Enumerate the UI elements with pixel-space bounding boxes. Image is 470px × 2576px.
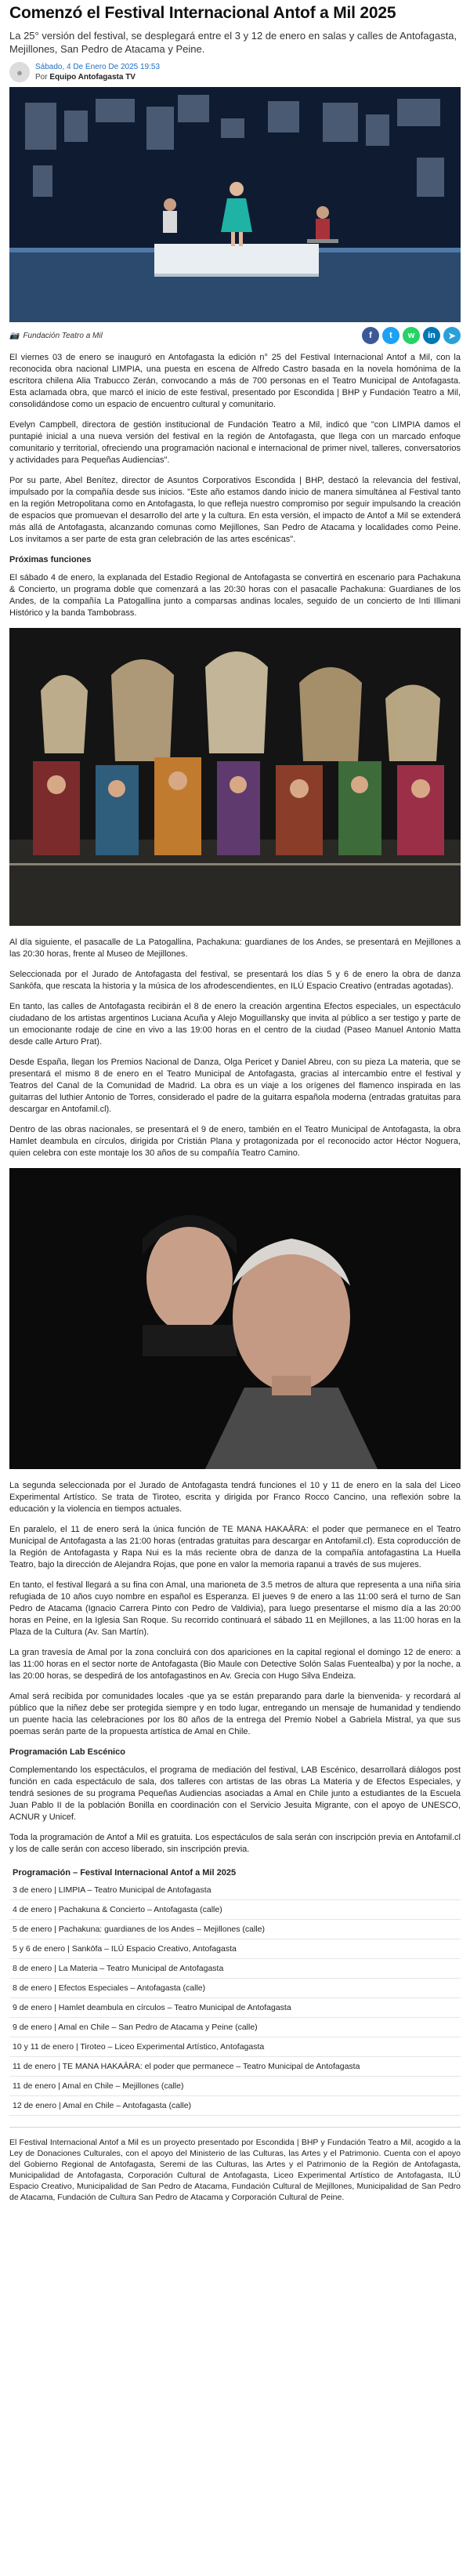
programming-row: 5 y 6 de enero | Sankōfa – ILÚ Espacio Creativo, Antofagasta bbox=[9, 1939, 461, 1959]
heading-proximas-text: Próximas funciones bbox=[9, 555, 92, 564]
divider bbox=[9, 2127, 461, 2128]
paragraph-11: En paralelo, el 11 de enero será la única función de TE MANA HAKAĀRA: el poder que permanece en el Teatro Municipal de Antofagasta a las 21:00 horas (entradas gratuitas para descargar en Antofamil.cl). Esta coproducción de la Región de Antofagasta y Rapa Nui es la más reciente obra de danza de la compañía antofagastina La Huella Teatro, bajo la dirección de Alejandra Rojas, que pone en valor la memoria rapanui a través de sus mujeres. bbox=[9, 1525, 461, 1569]
paragraph-7: En tanto, las calles de Antofagasta recibirán el 8 de enero la creación argentina Efectos especiales, un espectáculo ciudadano de los artistas argentinos Luciana Acuña y Alejo Moguillansky que invita al público a ser testigo y parte de un emocionante rodaje de cine en vivo a las 19:00 horas en el centro de la ciudad (Paseo Manuel Antonio Matta desde calle Arturo Prat). bbox=[9, 1002, 461, 1047]
paragraph-12: En tanto, el festival llegará a su fina con Amal, una marioneta de 3.5 metros de altura que representa a una niña siria refugiada de 10 años cuyo nombre en español es Esperanza. El jueves 9 de enero a las 11:00 será el turno de San Pedro de Atacama (Ignacio Carrera Pinto con Pedro de Valdivia), para luego presentarse el mismo día a las 20:00 horas en Peine, en la Iglesia San Roque. Su recorrido continuará el sábado 11 en Mejillones, a las 11:00 horas en la Plaza de la Cultura (Av. San Martín). bbox=[9, 1580, 461, 1637]
heading-lab-escenico bbox=[9, 1747, 461, 1758]
heading-lab-text: Programación Lab Escénico bbox=[9, 1747, 125, 1757]
paragraph-15: Complementando los espectáculos, el programa de mediación del festival, LAB Escénico, desarrollará diálogos post función en cada espectáculo de sala, dos talleres con artistas de las obras La Materia y de Efectos Especiales, y tendrá sesiones de su programa Pequeñas Audiencias asociadas a Amal en Chile junto a estudiantes de la Escuela Juan Pablo II de la población Bonilla en coordinación con el Servicio Jesuita Migrante, con el apoyo de UNESCO, ACNUR y Unicef. bbox=[9, 1765, 461, 1822]
byline bbox=[9, 62, 461, 82]
programming-row: 8 de enero | La Materia – Teatro Municipal de Antofagasta bbox=[9, 1959, 461, 1979]
page-title: Comenzó el Festival Internacional Antof a Mil 2025 bbox=[9, 4, 396, 22]
caption-text: Fundación Teatro a Mil bbox=[23, 331, 103, 340]
author-prefix: Por bbox=[35, 73, 48, 82]
whatsapp-icon[interactable]: w bbox=[403, 327, 420, 344]
programming-row: 9 de enero | Amal en Chile – San Pedro de Atacama y Peine (calle) bbox=[9, 2018, 461, 2037]
footer-paragraph: El Festival Internacional Antof a Mil es un proyecto presentado por Escondida | BHP y Fundación Teatro a Mil, acogido a la Ley de Donaciones Culturales, con el apoyo del Ministerio de las Culturas, las Artes y el Patrimonio. Cuenta con el apoyo del Gobierno Regional de Antofagasta, Seremi de las Culturas, las Artes y el Patrimonio de la Región de Antofagasta, Municipalidad de Antofagasta, Corporación Cultural de Antofagasta, Liceo Experimental Artístico de Antofagasta, ILÚ Espacio Creativo, Municipalidad de San Pedro de Atacama, Fundación Cultural de Mejillones, Municipalidad de San Pedro de Atacama, Fundación de Cultura San Pedro de Atacama y Corporación Cultural de Peine. bbox=[9, 2138, 461, 2202]
telegram-icon[interactable]: ➤ bbox=[443, 327, 461, 344]
article bbox=[9, 0, 461, 2221]
heading-proximas-funciones bbox=[9, 554, 461, 566]
paragraph-13: La gran travesía de Amal por la zona concluirá con dos apariciones en la capital regional el domingo 12 de enero: a las 11:00 horas en el sector norte de Antofagasta (Bio Maule con Detective Solón Salas Fuentealba) y por la noche, a las 20:00 horas, se despedirá de los antofagastinos en Av. Grecia con Hugo Silva Endeiza. bbox=[9, 1648, 461, 1681]
user-icon: ● bbox=[9, 62, 30, 82]
camera-icon: 📷 bbox=[9, 331, 20, 340]
programming-title: Programación – Festival Internacional Antof a Mil 2025 bbox=[13, 1868, 237, 1878]
photo-limpia-stage bbox=[9, 87, 461, 322]
programming-row: 8 de enero | Efectos Especiales – Antofagasta (calle) bbox=[9, 1979, 461, 1998]
programming-row: 3 de enero | LIMPIA – Teatro Municipal de Antofagasta bbox=[9, 1881, 461, 1900]
programming-row: 12 de enero | Amal en Chile – Antofagasta (calle) bbox=[9, 2096, 461, 2116]
paragraph-5: Al día siguiente, el pasacalle de La Patogallina, Pachakuna: guardianes de los Andes, se presentará en Mejillones a las 20:30 horas, frente al Museo de Mejillones. bbox=[9, 938, 461, 959]
linkedin-icon[interactable]: in bbox=[423, 327, 440, 344]
programming-row: 10 y 11 de enero | Tiroteo – Liceo Experimental Artístico, Antofagasta bbox=[9, 2037, 461, 2057]
article-author-line bbox=[35, 72, 160, 82]
programming-list bbox=[9, 1881, 461, 2116]
facebook-icon[interactable]: f bbox=[362, 327, 379, 344]
twitter-icon[interactable]: t bbox=[382, 327, 400, 344]
photo-pasacalle bbox=[9, 628, 461, 926]
share-bar bbox=[362, 327, 461, 344]
paragraph-9: Dentro de las obras nacionales, se presentará el 9 de enero, también en el Teatro Municipal de Antofagasta, la obra Hamlet deambula en círculos, dirigida por Cristián Plana y protagonizada por el reconocido actor Héctor Noguera, quien celebra con este montaje los 30 años de su compañía Teatro Camino. bbox=[9, 1125, 461, 1158]
paragraph-1: El viernes 03 de enero se inauguró en Antofagasta la edición n° 25 del Festival Internacional Antof a Mil, con la reconocida obra nacional LIMPIA, una puesta en escena de Alfredo Castro basada en la novela homónima de la escritora chilena Alia Trabucco Zerán, convocando a más de 700 personas en el Teatro Municipal de Antofagasta. Esta aclamada obra, que marcó el inicio de este festival, presentado por Escondida | BHP y Fundación Teatro a Mil, consolidándose como un espacio de encuentro cultural y comunitario. bbox=[9, 353, 461, 409]
paragraph-8: Desde España, llegan los Premios Nacional de Danza, Olga Pericet y Daniel Abreu, con su pieza La materia, que se presentará el mismo 8 de enero en el Teatro Municipal de Antofagasta, gracias al intercambio entre el festival y Teatros del Canal de la Comunidad de Madrid. La obra es un viaje a los orígenes del flamenco inspirada en las guitarras del luthier Antonio de Torres, considerado el padre de la guitarra española moderna (entradas gratuitas para descargar en Antofamil.cl). bbox=[9, 1058, 461, 1114]
paragraph-4: El sábado 4 de enero, la explanada del Estadio Regional de Antofagasta se convertirá en escenario para Pachakuna & Concierto, un programa doble que comenzará a las 20:30 horas con el pasacalle Pachakuna: Guardianes de los Andes, de la compañía La Patogallina junto a comparsas andinas locales, seguido de un concierto de Inti Illimani Histórico y la banda Tambobrass. bbox=[9, 573, 461, 618]
article-date: Sábado, 4 De Enero De 2025 19:53 bbox=[35, 63, 161, 71]
paragraph-14: Amal será recibida por comunidades locales -que ya se están preparando para darle la bienvenida- y recordará al público que la niñez debe ser protegida siempre y en todo lugar, entregando un mensaje de humanidad y tendiendo un puente hacia las celebraciones por los 80 años de la entrega del Premio Nobel a Gabriela Mistral, ya que sus poemas serán parte de la propuesta artística de Amal en Chile. bbox=[9, 1692, 461, 1736]
paragraph-10: La segunda seleccionada por el Jurado de Antofagasta tendrá funciones el 10 y 11 de enero en la sala del Liceo Experimental Artístico. Se trata de Tiroteo, escrita y dirigida por Franco Rocco Cancino, una reflexión sobre la educación y la violencia en tiempos actuales. bbox=[9, 1481, 461, 1514]
paragraph-6: Seleccionada por el Jurado de Antofagasta del festival, se presentará los días 5 y 6 de enero la obra de danza Sankōfa, que rescata la historia y la música de los afrodescendientes, en ILÚ Espacio Creativo (entradas agotadas). bbox=[9, 970, 461, 991]
footer bbox=[9, 2137, 461, 2203]
article-subtitle: La 25° versión del festival, se desplegará entre el 3 y 12 de enero en salas y calles de Antofagasta, Mejillones, San Pedro de Atacama y Peine. bbox=[9, 30, 457, 55]
paragraph-16: Toda la programación de Antof a Mil es gratuita. Los espectáculos de sala serán con inscripción previa en Antofamil.cl y los de calle serán con acceso liberado, sin inscripción previa. bbox=[9, 1833, 461, 1854]
article-author[interactable]: Equipo Antofagasta TV bbox=[49, 73, 136, 82]
programming-row: 9 de enero | Hamlet deambula en círculos – Teatro Municipal de Antofagasta bbox=[9, 1998, 461, 2018]
programming-row: 5 de enero | Pachakuna: guardianes de los Andes – Mejillones (calle) bbox=[9, 1920, 461, 1939]
programming-row: 4 de enero | Pachakuna & Concierto – Antofagasta (calle) bbox=[9, 1900, 461, 1920]
programming-row: 11 de enero | TE MANA HAKAĀRA: el poder que permanece – Teatro Municipal de Antofagasta bbox=[9, 2057, 461, 2077]
paragraph-3: Por su parte, Abel Benítez, director de Asuntos Corporativos Escondida | BHP, destacó la relevancia del festival, impulsado por la compañía desde sus inicios. "Este año estamos dando inicio de manera simultánea al Festival tanto en la región Metropolitana como en Antofagasta, lo que refleja nuestro compromiso por seguir impulsando la creación de espacios que promuevan el desarrollo del arte y la cultura. En esta versión, el impacto de Antof a Mil se extenderá más allá de Antofagasta, alcanzando comunas como Mejillones, San Pedro de Atacama y localidades como Peine. Los invitamos a ser parte de esta gran celebración de las artes escénicas". bbox=[9, 476, 461, 544]
photo-caption bbox=[9, 332, 103, 340]
photo-hamlet bbox=[9, 1168, 461, 1469]
programming-row: 11 de enero | Amal en Chile – Mejillones (calle) bbox=[9, 2077, 461, 2096]
paragraph-2: Evelyn Campbell, directora de gestión institucional de Fundación Teatro a Mil, indicó que "con LIMPIA damos el puntapié inicial a una nueva versión del festival en la región de Antofagasta, que llega con un marcado enfoque comunitario y territorial, ofreciendo una programación nacional e internacional de primer nivel, talleres, conversatorios y actividades para Pequeñas Audiencias". bbox=[9, 420, 461, 465]
